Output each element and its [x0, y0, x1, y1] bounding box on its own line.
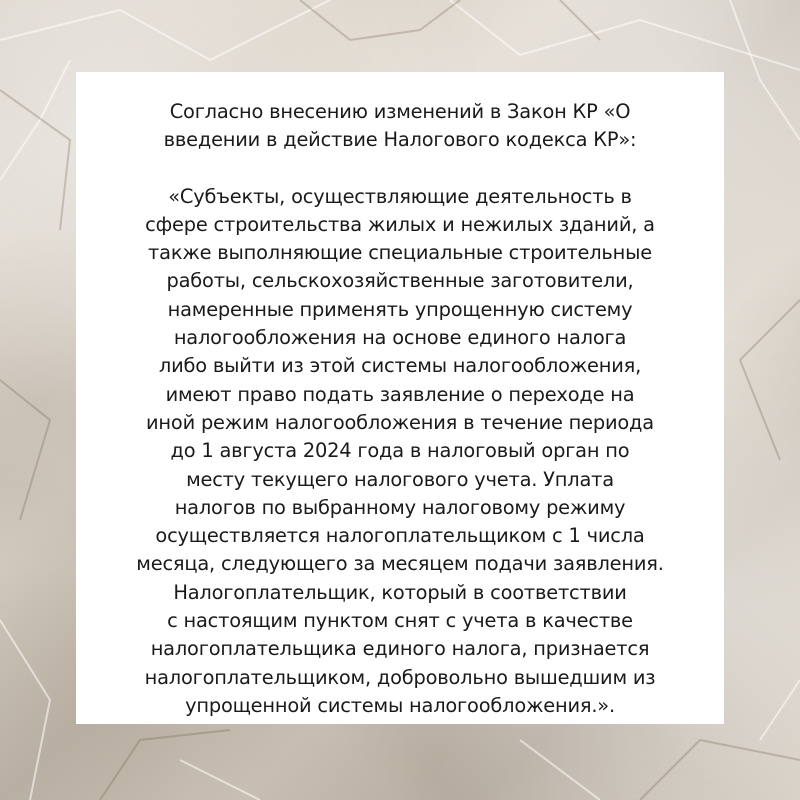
- text-card: [76, 72, 724, 724]
- paragraph-spacer: [94, 155, 706, 183]
- intro-paragraph: Согласно внесению изменений в Закон КР «О введении в действие Налогового кодекса КР»:: [163, 100, 637, 152]
- quoted-law-paragraph: «Субъекты, осуществляющие деятельность в сфере строительства жилых и нежилых зданий, а также выполняющие специальные строительные работы, сельскохозяйственные заготовители, намеренные применять упрощенную систему налогообложения на основе единого налога либо выйти из этой системы налогообложения, имеют право подать заявление о переходе на иной режим налогообложения в течение периода до 1 августа 2024 года в налоговый орган по месту текущего налогового учета. Уплата налогов по выбранному налоговому режиму осуществляется налогоплательщиком с 1 числа месяца, следующего за месяцем подачи заявления. Налогоплательщик, который в соответствии с настоящим пунктом снят с учета в качестве налогоплательщика единого налога, признается налогоплательщиком, добровольно вышедшим из упрощенной системы налогообложения.».: [136, 184, 664, 717]
